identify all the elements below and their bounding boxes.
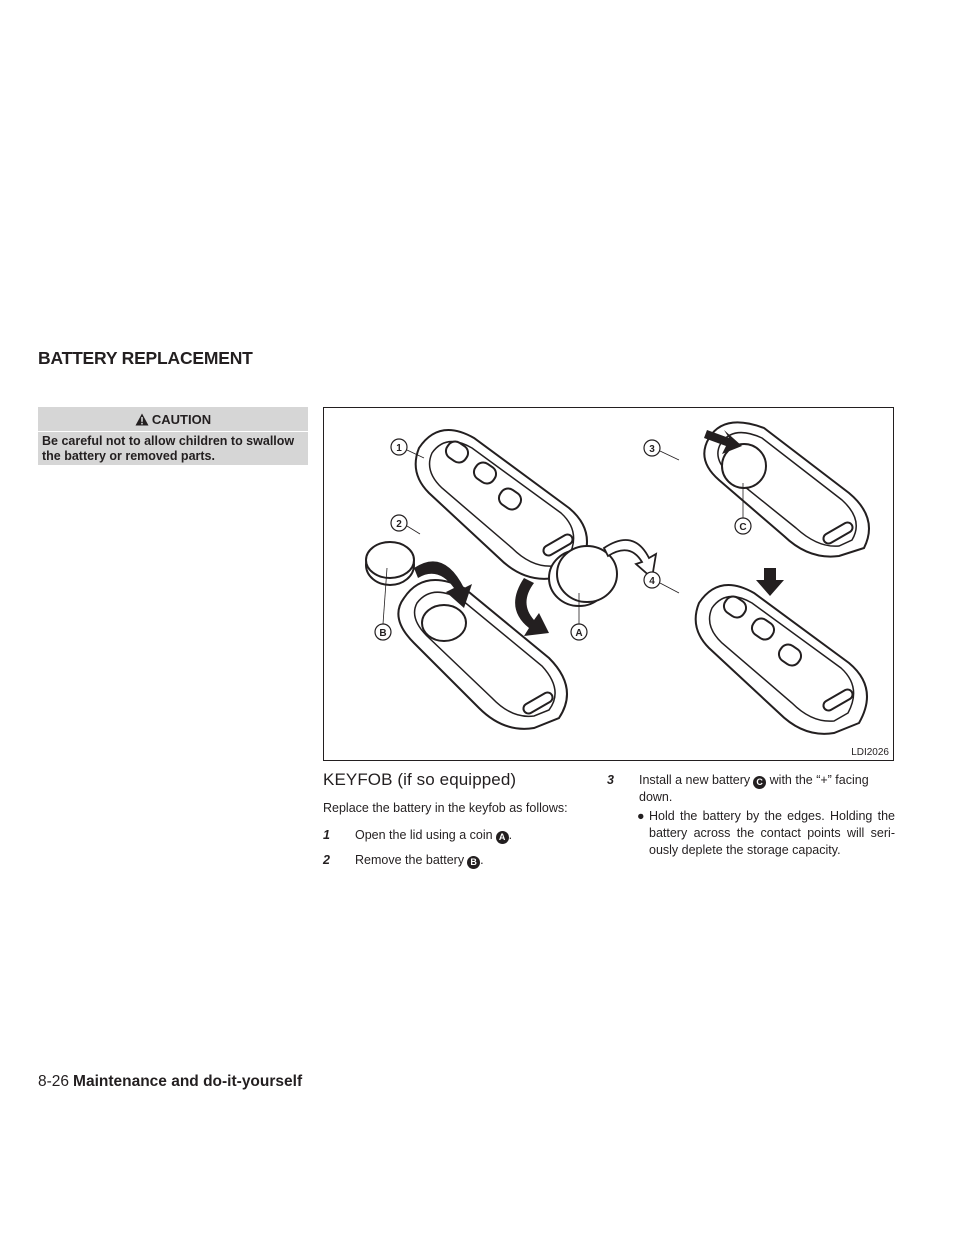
label-step-4: 4	[649, 576, 655, 587]
page-footer	[38, 1073, 302, 1091]
step-1	[323, 827, 598, 844]
caution-text: Be careful not to allow children to swallow the battery or removed parts.	[42, 434, 295, 463]
keyfob-illustration	[323, 407, 894, 761]
bullet-note	[637, 808, 895, 859]
step-text: Install a new battery	[639, 773, 751, 787]
caution-heading	[38, 407, 308, 432]
keyfob-open-icon	[398, 580, 567, 729]
label-b: B	[379, 628, 387, 639]
warning-icon	[135, 413, 149, 426]
step-number: 2	[323, 853, 330, 867]
callout-c: C	[753, 776, 766, 789]
section-title: BATTERY REPLACEMENT	[38, 348, 253, 368]
bullet-text: Hold the battery by the edges. Holding the battery across the contact points will seri- ously deplete the storage capacity.	[649, 809, 895, 857]
label-step-1: 1	[396, 443, 402, 454]
keyfob-intro: Replace the battery in the keyfob as follows:	[323, 801, 568, 815]
bullet-icon: ●	[637, 809, 645, 823]
label-c: C	[739, 522, 747, 533]
label-a: A	[575, 628, 583, 639]
battery-b-icon	[366, 542, 414, 585]
keyfob-diagram	[324, 408, 895, 762]
label-step-2: 2	[396, 519, 402, 530]
step-suffix: .	[480, 853, 484, 867]
step-3	[607, 772, 895, 806]
caution-title: CAUTION	[151, 411, 212, 427]
step-text: Remove the battery	[355, 853, 465, 867]
figure-code: LDI2026	[851, 747, 889, 758]
step-suffix: .	[508, 828, 513, 842]
step-text: Open the lid using a coin	[355, 828, 493, 842]
step-number: 1	[323, 828, 330, 842]
step-number: 3	[607, 773, 614, 787]
callout-a: A	[496, 831, 509, 844]
callout-b: B	[467, 856, 480, 869]
label-step-3: 3	[649, 444, 655, 455]
page-number: 8-26	[38, 1073, 70, 1090]
keyfob-closed-2-icon	[696, 585, 867, 734]
step-2	[323, 852, 598, 869]
down-arrow-icon	[756, 568, 784, 596]
chapter-title: Maintenance and do-it-yourself	[73, 1073, 303, 1090]
step-suffix: with the “+” facing down.	[639, 773, 869, 804]
keyfob-heading: KEYFOB (if so equipped)	[323, 770, 517, 789]
